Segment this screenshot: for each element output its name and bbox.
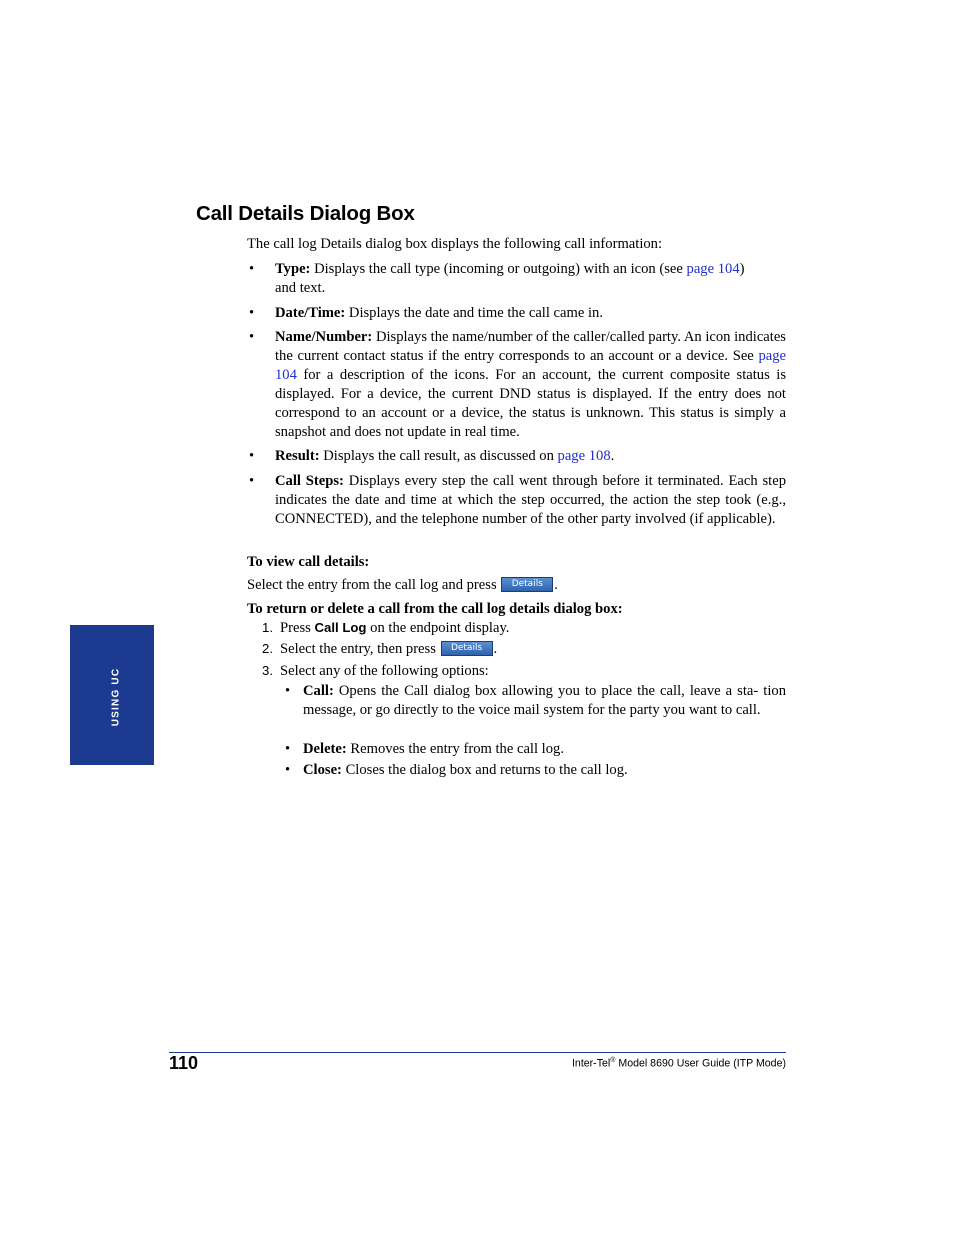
step-3: Select any of the following options: — [280, 663, 489, 679]
option-text: Opens the Call dialog box allowing you to place the call, leave a sta- tion message, or go directly to the voice mail system for the party you want to call. — [303, 683, 786, 718]
option-text: Removes the entry from the call log. — [350, 741, 564, 757]
page-number: 110 — [169, 1053, 199, 1073]
item-label: Name/Number: — [275, 329, 373, 345]
procedure-heading-return: To return or delete a call from the call log details dialog box: — [247, 601, 623, 617]
option-delete — [303, 740, 786, 759]
item-text: Displays the date and time the call came in. — [348, 305, 603, 321]
page-link[interactable]: page 104 — [686, 261, 740, 277]
item-tail: . — [610, 448, 615, 464]
list-item-type — [275, 260, 786, 298]
intro-paragraph: The call log Details dialog box displays the following call information: — [247, 236, 663, 252]
option-close — [303, 761, 786, 780]
instruction-text: Select the entry from the call log and press — [247, 577, 501, 593]
step-number: 3. — [262, 663, 273, 678]
bullet-glyph: • — [249, 261, 255, 277]
bullet-glyph: • — [249, 448, 255, 464]
footer-guide-name: Model 8690 User Guide (ITP Mode) — [615, 1057, 786, 1070]
instruction-tail: . — [554, 577, 558, 593]
option-label: Close: — [303, 762, 342, 778]
view-instruction — [247, 576, 558, 595]
details-button[interactable]: Details — [441, 641, 493, 656]
list-item-datetime — [275, 304, 786, 323]
option-call — [303, 682, 786, 720]
bullet-glyph: • — [285, 762, 291, 778]
list-item-name-number — [275, 328, 786, 441]
procedure-heading-view: To view call details: — [247, 554, 370, 570]
item-text: Displays the call result, as discussed on — [323, 448, 558, 464]
item-label: Result: — [275, 448, 320, 464]
list-item-call-steps — [275, 472, 786, 529]
option-label: Delete: — [303, 741, 347, 757]
step-text: on the endpoint display. — [366, 620, 510, 636]
registered-mark: ® — [610, 1057, 616, 1064]
bullet-glyph: • — [249, 329, 255, 345]
list-item-result — [275, 447, 786, 466]
section-heading: Call Details Dialog Box — [196, 202, 415, 225]
item-tail: ) — [739, 261, 745, 277]
chapter-tab-label: USING UC — [110, 667, 122, 727]
step-number: 1. — [262, 620, 273, 635]
footer-brand: Inter-Tel — [571, 1057, 611, 1070]
item-label: Date/Time: — [275, 305, 346, 321]
step-text: Select the entry, then press — [280, 641, 440, 657]
footer-title — [572, 1053, 786, 1072]
page-link[interactable]: page 108 — [557, 448, 611, 464]
step-2 — [280, 640, 497, 659]
step-number: 2. — [262, 641, 273, 656]
option-label: Call: — [303, 683, 334, 699]
item-text: Displays the call type (incoming or outgoing) with an icon (see — [314, 261, 687, 277]
bullet-glyph: • — [285, 683, 291, 699]
details-button[interactable]: Details — [501, 577, 553, 592]
step-text: Press — [280, 620, 315, 636]
item-label: Call Steps: — [275, 473, 344, 489]
item-text: Displays the name/number of the caller/called party. An icon indicates the current contact status if the entry corresponds to an account or a device. See — [275, 329, 786, 364]
item-label: Type: — [275, 261, 311, 277]
item-text: Displays every step the call went through before it terminated. Each step indicates the date and time at which the step occurred, the action the step took (e.g., CONNECTED), and the telephone number of the other party involved (if applicable). — [275, 473, 787, 527]
step-1 — [280, 619, 509, 638]
item-text-cont: for a description of the icons. For an account, the current composite status is displayed. For a device, the current DND status is displayed. If the entry does not correspond to an account or a device, the status is unknown. This status is simply a snapshot and does not update in real time. — [275, 366, 786, 440]
bullet-glyph: • — [285, 741, 291, 757]
option-text: Closes the dialog box and returns to the call log. — [345, 762, 628, 778]
item-text-cont: and text. — [275, 279, 326, 296]
call-log-key: Call Log — [314, 620, 367, 635]
bullet-glyph: • — [249, 473, 255, 489]
page-link[interactable]: page 104 — [275, 347, 786, 383]
step-text: . — [493, 641, 498, 657]
bullet-glyph: • — [249, 305, 255, 321]
